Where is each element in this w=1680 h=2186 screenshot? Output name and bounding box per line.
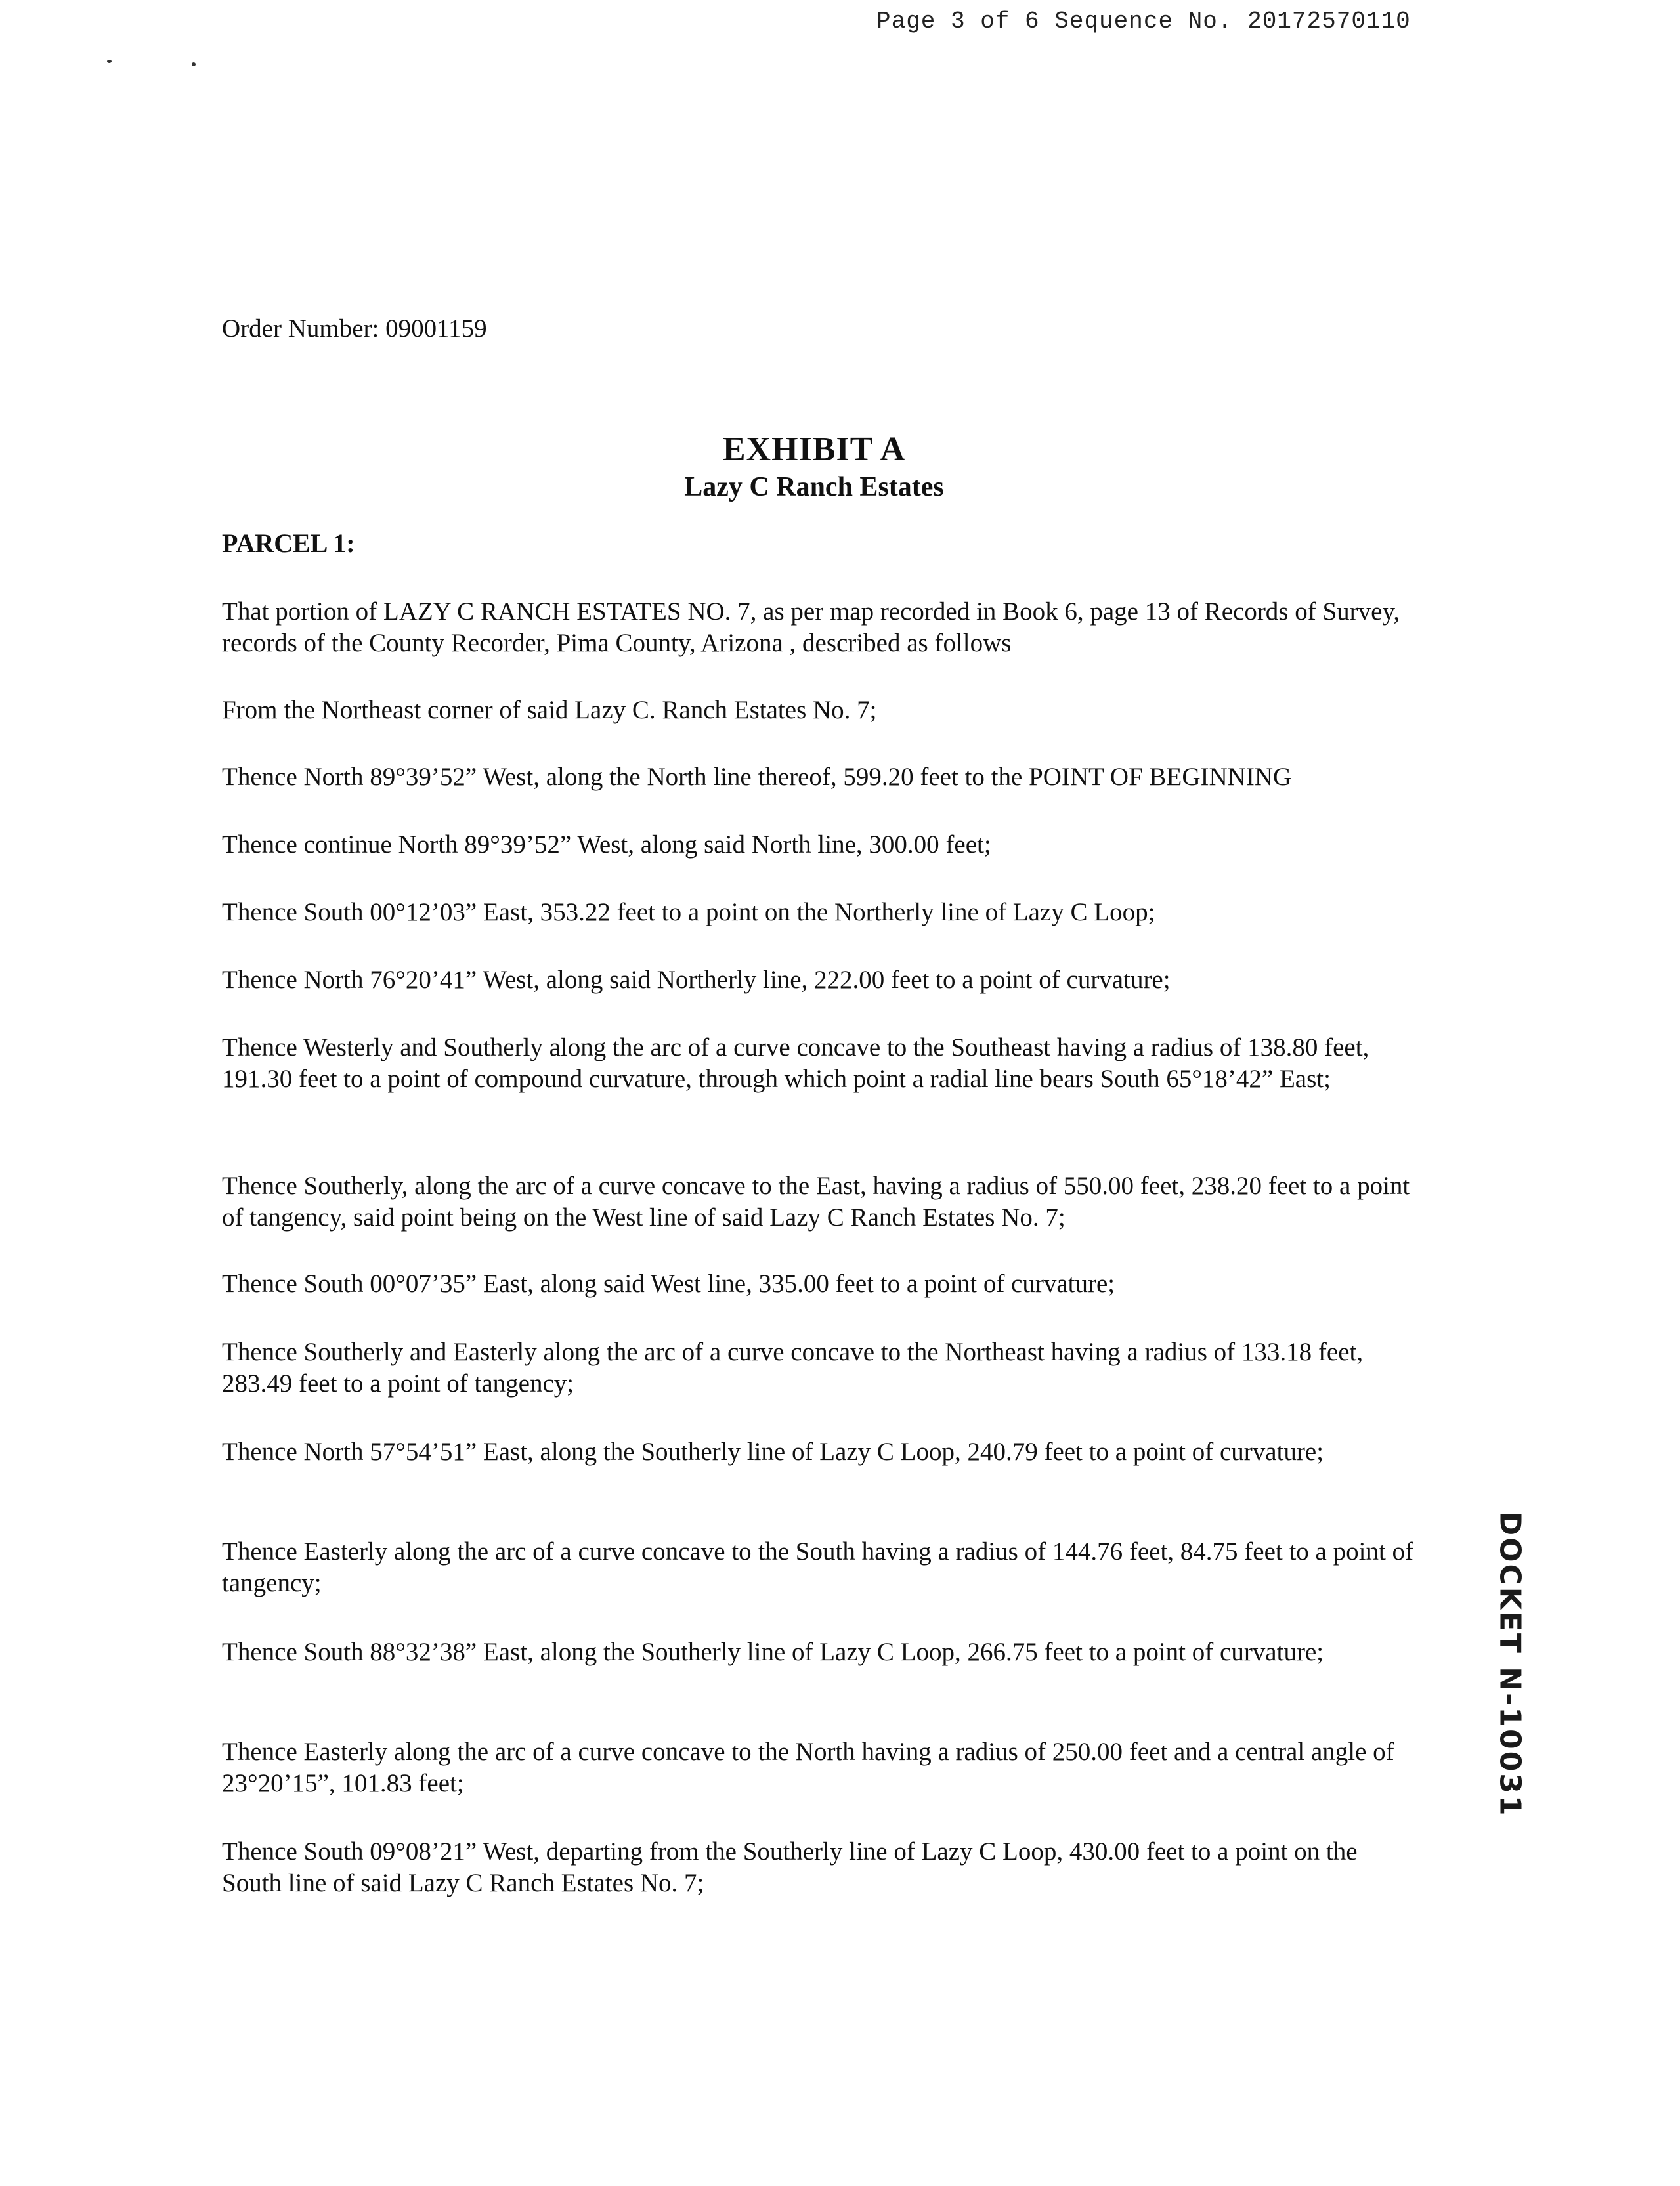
parcel-heading: PARCEL 1: <box>222 528 355 558</box>
legal-description-paragraph: Thence South 00°07’35” East, along said West line, 335.00 feet to a point of curvature; <box>222 1270 1115 1298</box>
legal-description-paragraph: Thence Southerly, along the arc of a curve concave to the East, having a radius of 550.00 feet, 238.20 feet to a point of tangency, said point being on the West line of said Lazy C Ranch Estates No. 7; <box>222 1172 1410 1232</box>
legal-description-paragraph: Thence South 88°32’38” East, along the Southerly line of Lazy C Loop, 266.75 feet to a point of curvature; <box>222 1638 1324 1666</box>
order-number: Order Number: 09001159 <box>222 314 487 343</box>
legal-description-paragraph: Thence Easterly along the arc of a curve concave to the South having a radius of 144.76 feet, 84.75 feet to a point of tangency; <box>222 1537 1414 1597</box>
scan-speck <box>107 60 112 63</box>
page-sequence-stamp: Page 3 of 6 Sequence No. 20172570110 <box>876 8 1411 35</box>
legal-description-paragraph: Thence Southerly and Easterly along the arc of a curve concave to the Northeast having a radius of 133.18 feet, 283.49 feet to a point of tangency; <box>222 1338 1364 1398</box>
docket-stamp-text: DOCKET N-10031 <box>1493 1511 1527 1817</box>
docket-side-stamp <box>1487 1511 1533 1817</box>
exhibit-subtitle: Lazy C Ranch Estates <box>684 472 944 502</box>
exhibit-title: EXHIBIT A <box>722 431 906 468</box>
legal-description-paragraph: Thence South 00°12’03” East, 353.22 feet to a point on the Northerly line of Lazy C Loop; <box>222 898 1155 926</box>
legal-description-paragraph: From the Northeast corner of said Lazy C. Ranch Estates No. 7; <box>222 696 877 724</box>
legal-description-paragraph: That portion of LAZY C RANCH ESTATES NO. 7, as per map recorded in Book 6, page 13 of Records of Survey, records of the County Recorder, Pima County, Arizona , described as follows <box>222 597 1400 657</box>
legal-description-paragraph: Thence Easterly along the arc of a curve concave to the North having a radius of 250.00 feet and a central angle of 23°20’15”, 101.83 feet; <box>222 1738 1394 1797</box>
legal-description-paragraph: Thence South 09°08’21” West, departing from the Southerly line of Lazy C Loop, 430.00 feet to a point on the South line of said Lazy C Ranch Estates No. 7; <box>222 1837 1358 1897</box>
legal-description-paragraph: Thence North 57°54’51” East, along the Southerly line of Lazy C Loop, 240.79 feet to a point of curvature; <box>222 1438 1324 1466</box>
legal-description-paragraph: Thence Westerly and Southerly along the arc of a curve concave to the Southeast having a radius of 138.80 feet, 191.30 feet to a point of compound curvature, through which point a radial line bears South 65°18’42” East; <box>222 1033 1369 1093</box>
legal-description-paragraph: Thence North 76°20’41” West, along said Northerly line, 222.00 feet to a point of curvature; <box>222 966 1171 994</box>
legal-description-paragraph: Thence North 89°39’52” West, along the North line thereof, 599.20 feet to the POINT OF BEGINNING <box>222 763 1292 791</box>
legal-description-paragraph: Thence continue North 89°39’52” West, along said North line, 300.00 feet; <box>222 830 991 859</box>
scan-speck <box>192 62 196 66</box>
